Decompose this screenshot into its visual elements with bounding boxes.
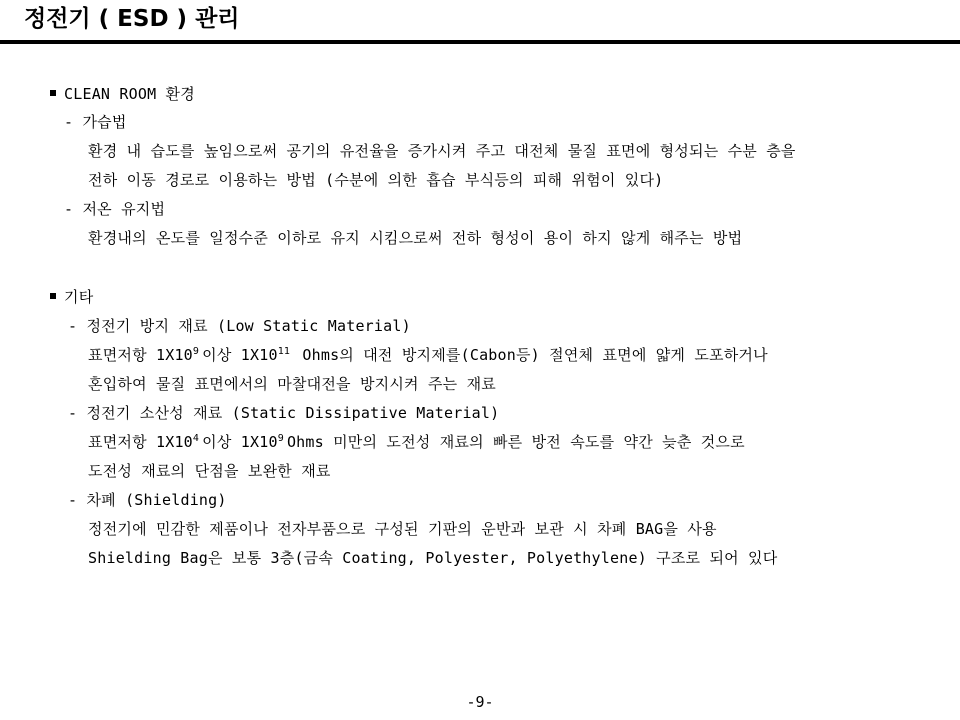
item-text-line: 혼입하여 물질 표면에서의 마찰대전을 방지시켜 주는 재료 <box>88 375 496 393</box>
page-number: -9- <box>466 693 494 711</box>
item-text-line: 도전성 재료의 단점을 보완한 재료 <box>88 462 331 480</box>
item-label-shielding: - 차폐 (Shielding) <box>68 491 227 509</box>
item-label-antistatic-material: - 정전기 방지 재료 (Low Static Material) <box>68 317 411 335</box>
item-label-dissipative-material: - 정전기 소산성 재료 (Static Dissipative Material) <box>68 404 500 422</box>
page-title: 정전기 ( ESD ) 관리 <box>24 6 240 32</box>
item-text-line: 표면저항 $1X10^4$ 이상 $1X10^9$ Ohms 미만의 도전성 재료의 빠른 방전 속도를 약간 늦춘 것으로 <box>88 433 745 451</box>
item-label-low-temperature: - 저온 유지법 <box>64 200 166 218</box>
square-bullet-icon <box>50 293 56 299</box>
item-text-line: 표면저항 $1X10^9$ 이상 $1X10^{11}$ Ohms의 대전 방지제를(Cabon등) 절연체 표면에 얇게 도포하거나 <box>88 346 768 364</box>
item-text-line: 환경내의 온도를 일정수준 이하로 유지 시킴으로써 전하 형성이 용이 하지 않게 해주는 방법 <box>88 229 743 247</box>
item-text-line: Shielding Bag은 보통 3층(금속 Coating, Polyester, Polyethylene) 구조로 되어 있다 <box>88 549 778 567</box>
item-text-line: 전하 이동 경로로 이용하는 방법 (수분에 의한 흡습 부식등의 피해 위험이 있다) <box>88 171 664 189</box>
item-text-line: 환경 내 습도를 높임으로써 공기의 유전율을 증가시켜 주고 대전체 물질 표면에 형성되는 수분 층을 <box>88 142 796 160</box>
item-label-humidification: - 가습법 <box>64 113 127 131</box>
square-bullet-icon <box>50 90 56 96</box>
item-text-line: 정전기에 민감한 제품이나 전자부품으로 구성된 기판의 운반과 보관 시 차폐 BAG을 사용 <box>88 520 717 538</box>
title-underline <box>0 40 960 44</box>
section-heading-other: 기타 <box>50 287 93 307</box>
section-heading-clean-room: CLEAN ROOM 환경 <box>50 84 195 104</box>
